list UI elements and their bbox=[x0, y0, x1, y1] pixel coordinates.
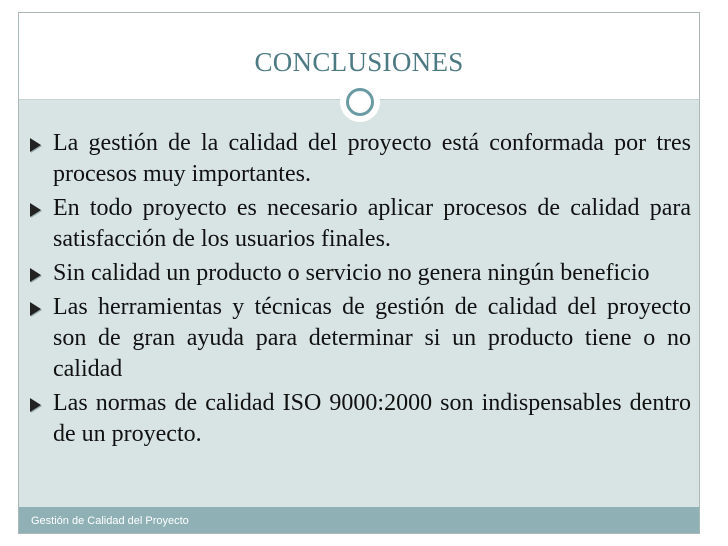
footer-bar bbox=[19, 507, 699, 533]
footer-text: Gestión de Calidad del Proyecto bbox=[31, 515, 189, 527]
bullet-text: La gestión de la calidad del proyecto está conformada por tres procesos muy importantes. bbox=[53, 130, 691, 187]
circle-ornament-icon bbox=[340, 82, 380, 122]
arrow-bullet-icon bbox=[30, 203, 41, 217]
bullet-item bbox=[19, 193, 691, 255]
bullet-item bbox=[19, 388, 691, 450]
arrow-bullet-icon bbox=[30, 268, 41, 282]
bullet-item bbox=[19, 128, 691, 190]
arrow-bullet-icon bbox=[30, 398, 41, 412]
ornament-ring bbox=[346, 88, 374, 116]
slide-title: CONCLUSIONES bbox=[254, 47, 464, 77]
bullet-text: Las herramientas y técnicas de gestión de calidad del proyecto son de gran ayuda para determinar si un producto tiene o no calidad bbox=[53, 294, 691, 382]
bullet-text: Las normas de calidad ISO 9000:2000 son indispensables dentro de un proyecto. bbox=[53, 390, 691, 447]
arrow-bullet-icon bbox=[30, 138, 41, 152]
bullet-text: En todo proyecto es necesario aplicar procesos de calidad para satisfacción de los usuarios finales. bbox=[53, 195, 691, 252]
bullet-text: Sin calidad un producto o servicio no genera ningún beneficio bbox=[53, 260, 650, 286]
content-panel bbox=[19, 99, 699, 507]
bullet-item bbox=[19, 258, 691, 289]
bullet-list bbox=[19, 128, 691, 453]
bullet-item bbox=[19, 292, 691, 385]
arrow-bullet-icon bbox=[30, 302, 41, 316]
